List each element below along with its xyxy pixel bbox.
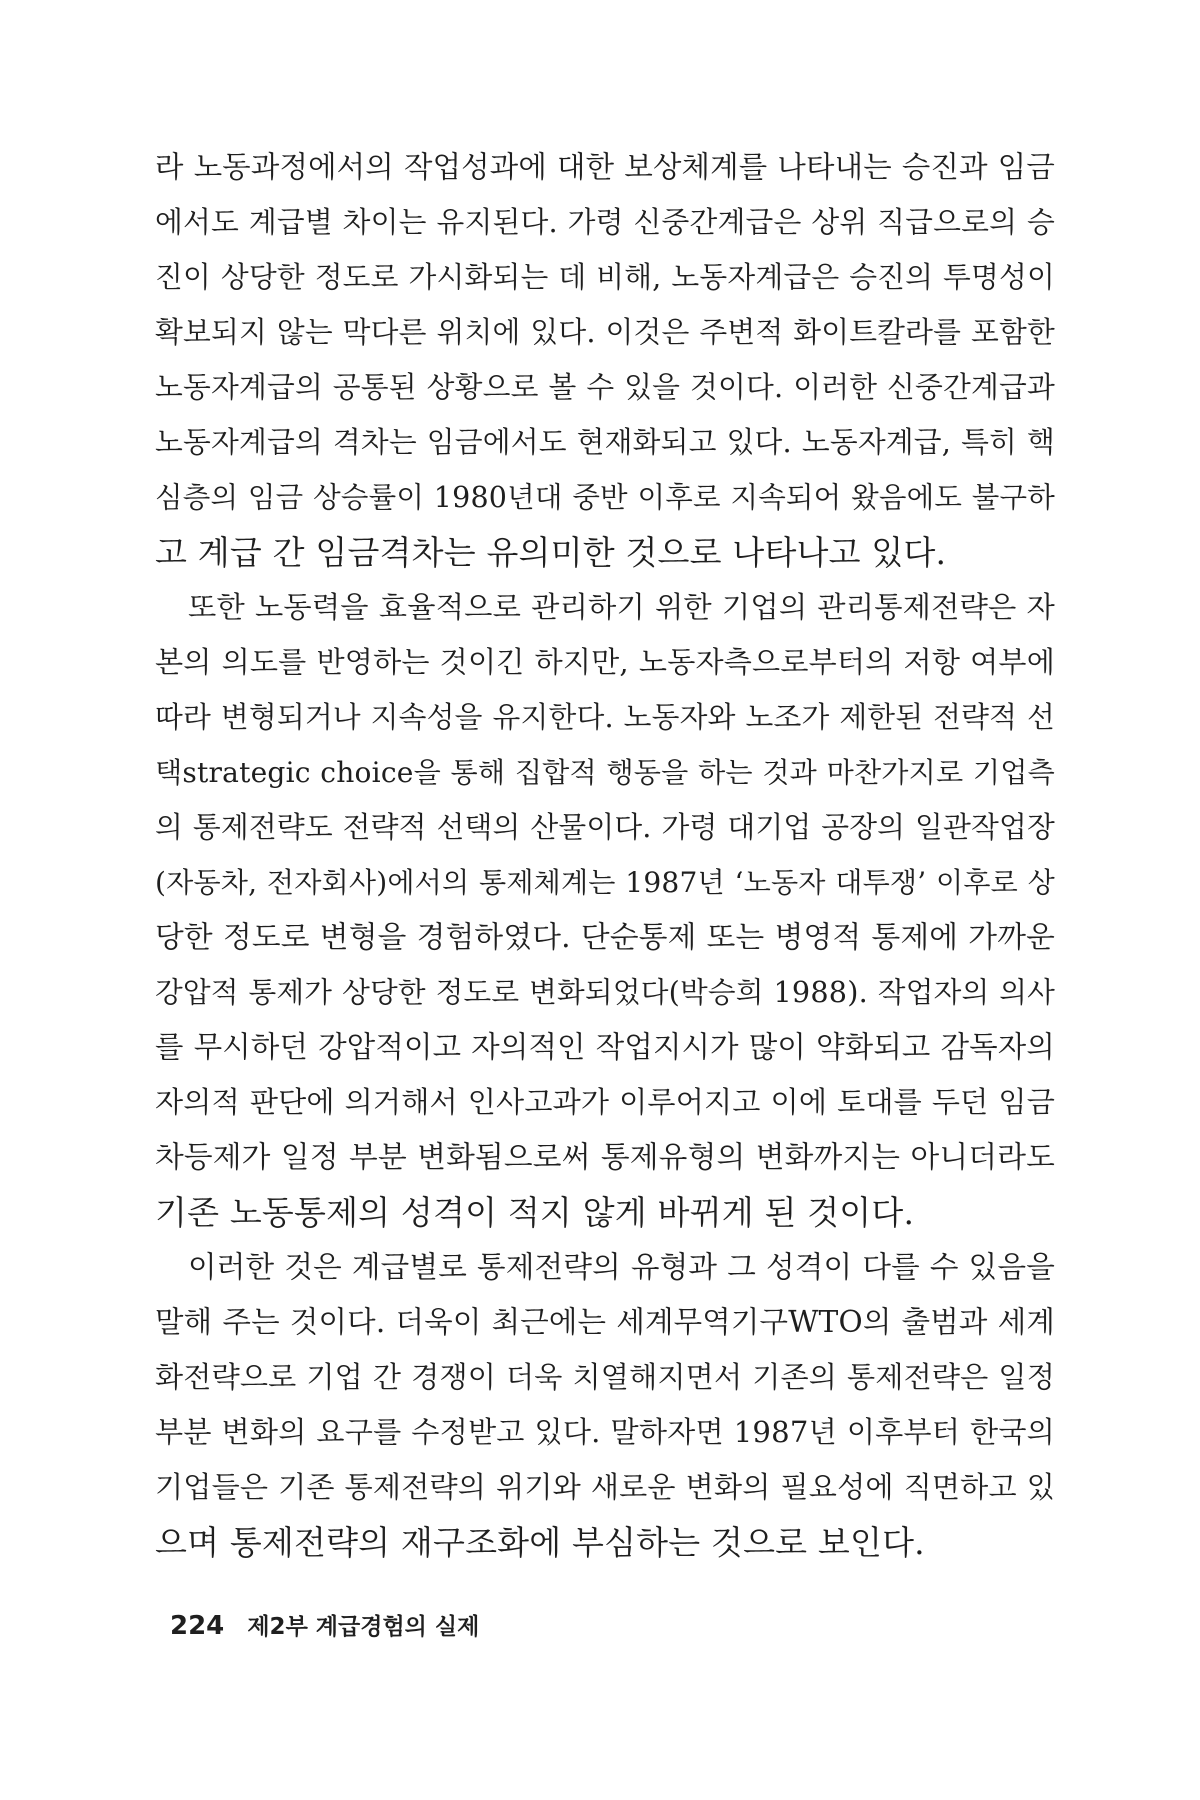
- page-footer: [170, 1608, 479, 1641]
- text-line: 말해 주는 것이다. 더욱이 최근에는 세계무역기구WTO의 출범과 세계: [155, 1305, 1055, 1339]
- text-line: 차등제가 일정 부분 변화됨으로써 통제유형의 변화까지는 아니더라도: [155, 1140, 1055, 1175]
- text-line: 에서도 계급별 차이는 유지된다. 가령 신중간계급은 상위 직급으로의 승: [155, 205, 1055, 239]
- paragraph-2: [155, 580, 1055, 1240]
- text-line: 본의 의도를 반영하는 것이긴 하지만, 노동자측으로부터의 저항 여부에: [155, 645, 1055, 679]
- text-line: 의 통제전략도 전략적 선택의 산물이다. 가령 대기업 공장의 일관작업장: [155, 810, 1055, 844]
- text-line: 심층의 임금 상승률이 1980년대 중반 이후로 지속되어 왔음에도 불구하: [155, 481, 1055, 514]
- paragraph-1: [155, 140, 1055, 580]
- text-line: 으며 통제전략의 재구조화에 부심하는 것으로 보인다.: [155, 1523, 925, 1562]
- text-line: 이러한 것은 계급별로 통제전략의 유형과 그 성격이 다를 수 있음을: [188, 1250, 1055, 1284]
- text-line: 라 노동과정에서의 작업성과에 대한 보상체계를 나타내는 승진과 임금: [155, 150, 1055, 184]
- text-line: 진이 상당한 정도로 가시화되는 데 비해, 노동자계급은 승진의 투명성이: [155, 260, 1055, 294]
- text-line: 자의적 판단에 의거해서 인사고과가 이루어지고 이에 토대를 두던 임금: [155, 1085, 1055, 1119]
- text-line: 를 무시하던 강압적이고 자의적인 작업지시가 많이 약화되고 감독자의: [155, 1030, 1055, 1064]
- text-line: 확보되지 않는 막다른 위치에 있다. 이것은 주변적 화이트칼라를 포함한: [155, 315, 1055, 349]
- text-line: 기존 노동통제의 성격이 적지 않게 바뀌게 된 것이다.: [155, 1193, 915, 1232]
- text-line: 또한 노동력을 효율적으로 관리하기 위한 기업의 관리통제전략은 자: [188, 590, 1055, 624]
- text-line: 노동자계급의 격차는 임금에서도 현재화되고 있다. 노동자계급, 특히 핵: [155, 425, 1055, 459]
- text-line: 고 계급 간 임금격차는 유의미한 것으로 나타나고 있다.: [155, 533, 947, 572]
- text-line: 노동자계급의 공통된 상황으로 볼 수 있을 것이다. 이러한 신중간계급과: [155, 370, 1055, 404]
- text-line: 부분 변화의 요구를 수정받고 있다. 말하자면 1987년 이후부터 한국의: [155, 1415, 1055, 1449]
- text-line: 강압적 통제가 상당한 정도로 변화되었다(박승희 1988). 작업자의 의사: [155, 975, 1055, 1009]
- text-line: 따라 변형되거나 지속성을 유지한다. 노동자와 노조가 제한된 전략적 선: [155, 700, 1055, 734]
- paragraph-3: [155, 1240, 1055, 1570]
- page-number: 224: [170, 1611, 225, 1641]
- text-line: 택strategic choice을 통해 집합적 행동을 하는 것과 마찬가지로 기업측: [155, 756, 1055, 789]
- page-body: [155, 140, 1055, 1570]
- text-line: 기업들은 기존 통제전략의 위기와 새로운 변화의 필요성에 직면하고 있: [155, 1470, 1055, 1504]
- text-line: (자동차, 전자회사)에서의 통제체계는 1987년 ‘노동자 대투쟁’ 이후로 상: [155, 866, 1055, 899]
- text-line: 화전략으로 기업 간 경쟁이 더욱 치열해지면서 기존의 통제전략은 일정: [155, 1360, 1055, 1394]
- running-section-title: 제2부 계급경험의 실제: [247, 1614, 480, 1640]
- text-line: 당한 정도로 변형을 경험하였다. 단순통제 또는 병영적 통제에 가까운: [155, 920, 1055, 955]
